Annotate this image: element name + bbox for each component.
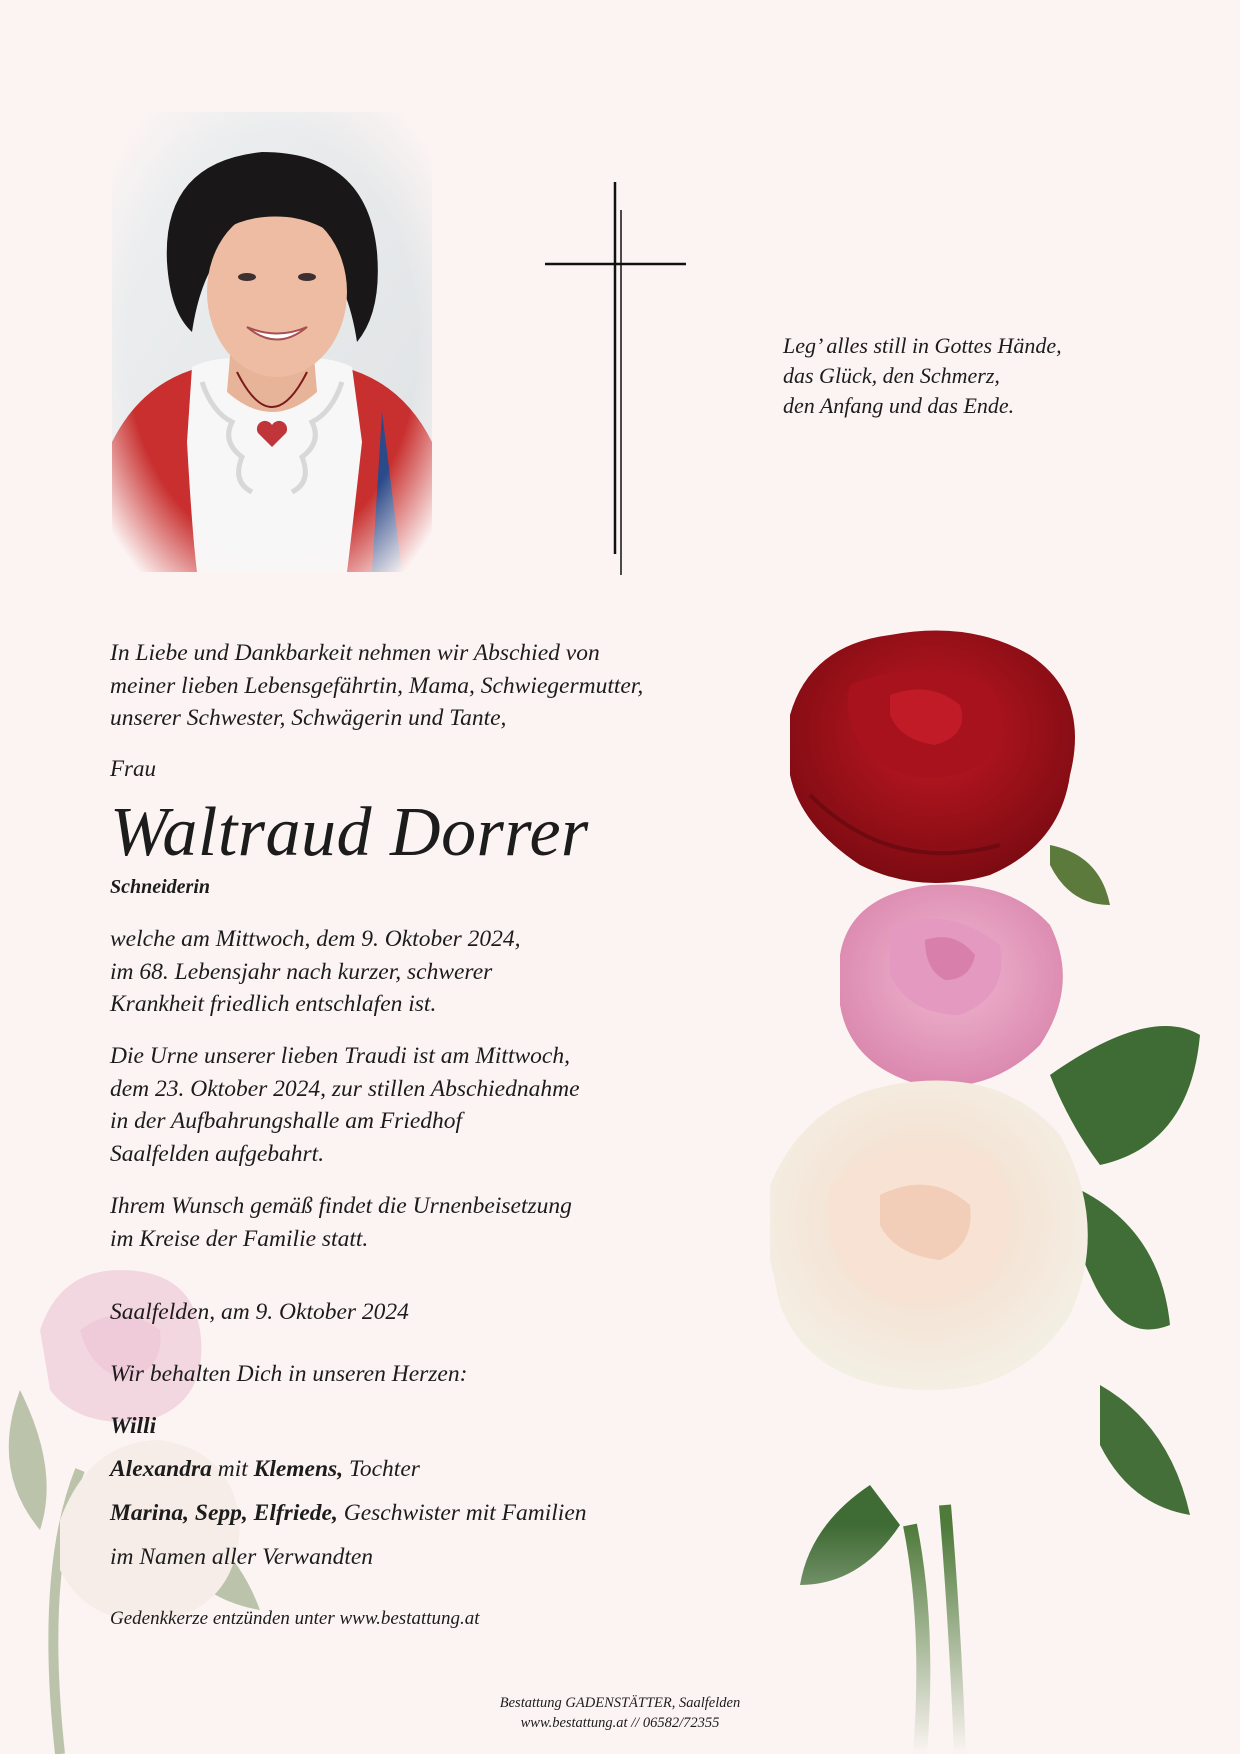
salutation: Frau <box>110 756 156 781</box>
family-relation: Geschwister mit Familien <box>337 1500 587 1526</box>
quote-line: das Glück, den Schmerz, <box>783 363 1000 388</box>
wish-line: im Kreise der Familie statt. <box>110 1225 369 1252</box>
urn-line: in der Aufbahrungshalle am Friedhof <box>110 1108 463 1134</box>
death-line: im 68. Lebensjahr nach kurzer, schwerer <box>110 958 493 985</box>
burial-wish <box>110 1190 750 1255</box>
urn-line: dem 23. Oktober 2024, zur stillen Abschiednahme <box>110 1075 580 1102</box>
family-text: im Namen aller Verwandten <box>110 1544 374 1570</box>
memorial-quote <box>783 331 1143 421</box>
intro-line: meiner lieben Lebensgefährtin, Mama, Schwiegermutter, <box>110 672 644 699</box>
death-line: welche am Mittwoch, dem 9. Oktober 2024, <box>110 926 521 952</box>
candle-note: Gedenkkerze entzünden unter www.bestattung.at <box>110 1608 480 1629</box>
urn-line: Die Urne unserer lieben Traudi ist am Mittwoch, <box>110 1043 570 1069</box>
roses-illustration <box>770 625 1200 1754</box>
footer-line: Bestattung GADENSTÄTTER, Saalfelden <box>499 1695 741 1711</box>
family-line <box>110 1453 420 1485</box>
footer <box>420 1693 820 1733</box>
wish-line: Ihrem Wunsch gemäß findet die Urnenbeisetzung <box>110 1193 572 1219</box>
urn-notice <box>110 1040 750 1170</box>
occupation: Schneiderin <box>110 876 211 898</box>
closing-line: Wir behalten Dich in unseren Herzen: <box>110 1361 468 1387</box>
deceased-name: Waltraud Dorrer <box>110 794 589 871</box>
intro-text <box>110 637 750 735</box>
death-line: Krankheit friedlich entschlafen ist. <box>110 991 437 1017</box>
family-name: Alexandra <box>110 1456 212 1482</box>
intro-line: unserer Schwester, Schwägerin und Tante, <box>110 705 507 731</box>
footer-line: www.bestattung.at // 06582/72355 <box>520 1715 720 1731</box>
family-line <box>110 1541 373 1573</box>
intro-line: In Liebe und Dankbarkeit nehmen wir Abschied von <box>110 640 600 666</box>
place-date: Saalfelden, am 9. Oktober 2024 <box>110 1299 409 1325</box>
family-line <box>110 1410 156 1442</box>
portrait-photo <box>112 112 432 572</box>
death-notice <box>110 923 750 1021</box>
quote-line: den Anfang und das Ende. <box>783 393 1015 418</box>
family-name: Klemens, <box>253 1456 344 1482</box>
family-relation: Tochter <box>343 1456 420 1482</box>
family-text: mit <box>211 1456 254 1482</box>
quote-line: Leg’ alles still in Gottes Hände, <box>783 333 1062 358</box>
family-name: Willi <box>110 1413 157 1439</box>
cross-icon <box>540 182 690 577</box>
family-line <box>110 1497 587 1529</box>
family-name: Marina, Sepp, Elfriede, <box>110 1500 338 1526</box>
urn-line: Saalfelden aufgebahrt. <box>110 1140 325 1167</box>
